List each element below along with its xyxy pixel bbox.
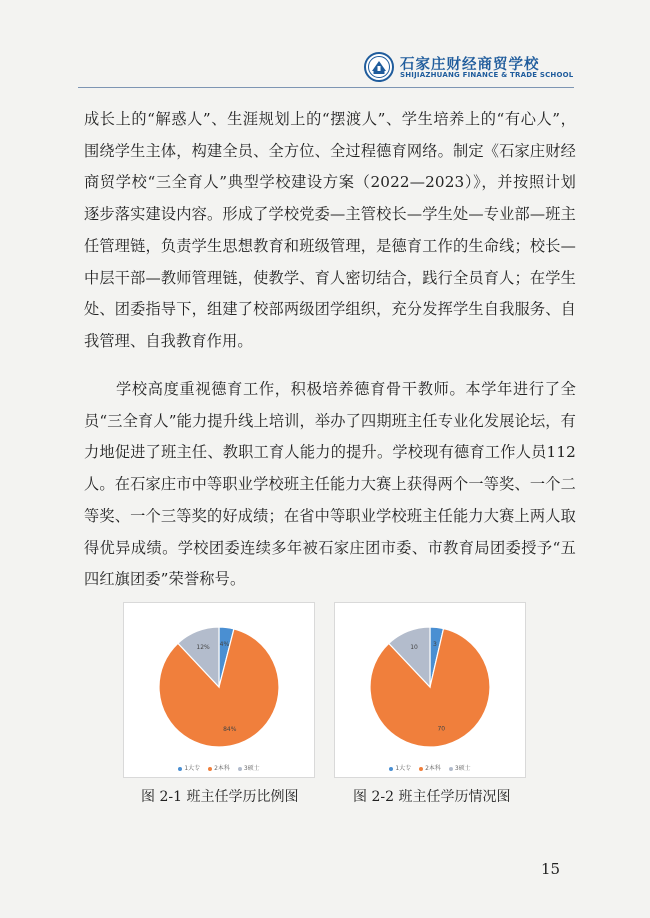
header-divider: [78, 87, 574, 88]
figure-caption-1: 图 2-1 班主任学历比例图: [141, 789, 299, 805]
legend-item: 1大专: [389, 765, 411, 772]
pie-data-label: 84%: [223, 725, 237, 733]
pie-data-label: 70: [437, 725, 446, 733]
school-name-en: SHIJIAZHUANG FINANCE & TRADE SCHOOL: [400, 71, 574, 79]
pie-chart-svg: [124, 603, 314, 763]
legend-item: 2本科: [208, 765, 230, 772]
pie-data-label: 4%: [219, 641, 230, 649]
pie-chart-education-count: [334, 602, 526, 778]
chart-legend: [335, 763, 525, 772]
pie-data-label: 10: [410, 643, 418, 651]
pie-data-label: 12%: [196, 643, 210, 651]
legend-item: 3硕士: [449, 765, 471, 772]
school-logo-icon: [364, 52, 394, 82]
page-number: 15: [541, 860, 561, 878]
legend-item: 1大专: [178, 765, 200, 772]
school-name-cn: 石家庄财经商贸学校: [400, 57, 540, 73]
body-paragraph-2: 学校高度重视德育工作，积极培养德育骨干教师。本学年进行了全员“三全育人”能力提升线上培训，举办了四期班主任专业化发展论坛，有力地促进了班主任、教职工育人能力的提升。学校现有德育工作人员112人。在石家庄市中等职业学校班主任能力大赛上获得两个一等奖、一个二等奖、一个三等奖的好成绩；在省中等职业学校班主任能力大赛上两人取得优异成绩。学校团委连续多年被石家庄团市委、市教育局团委授予“五四红旗团委”荣誉称号。: [84, 380, 576, 589]
body-paragraph-1: 成长上的“解惑人”、生涯规划上的“摆渡人”、学生培养上的“有心人”，围绕学生主体，构建全员、全方位、全过程德育网络。制定《石家庄财经商贸学校“三全育人”典型学校建设方案（2022—2023）》，并按照计划逐步落实建设内容。形成了学校党委—主管校长—学生处—专业部—班主任管理链，负责学生思想教育和班级管理，是德育工作的生命线；校长—中层干部—教师管理链，使教学、育人密切结合，践行全员育人；在学生处、团委指导下，组建了校部两级团学组织，充分发挥学生自我服务、自我管理、自我教育作用。: [84, 110, 576, 350]
legend-item: 3硕士: [238, 765, 260, 772]
page-header: [364, 50, 574, 84]
figure-caption-2: 图 2-2 班主任学历情况图: [353, 789, 511, 805]
chart-legend: [124, 763, 314, 772]
pie-chart-education-ratio: [123, 602, 315, 778]
pie-chart-svg: [335, 603, 525, 763]
legend-item: 2本科: [419, 765, 441, 772]
pie-data-label: 3: [432, 641, 437, 649]
